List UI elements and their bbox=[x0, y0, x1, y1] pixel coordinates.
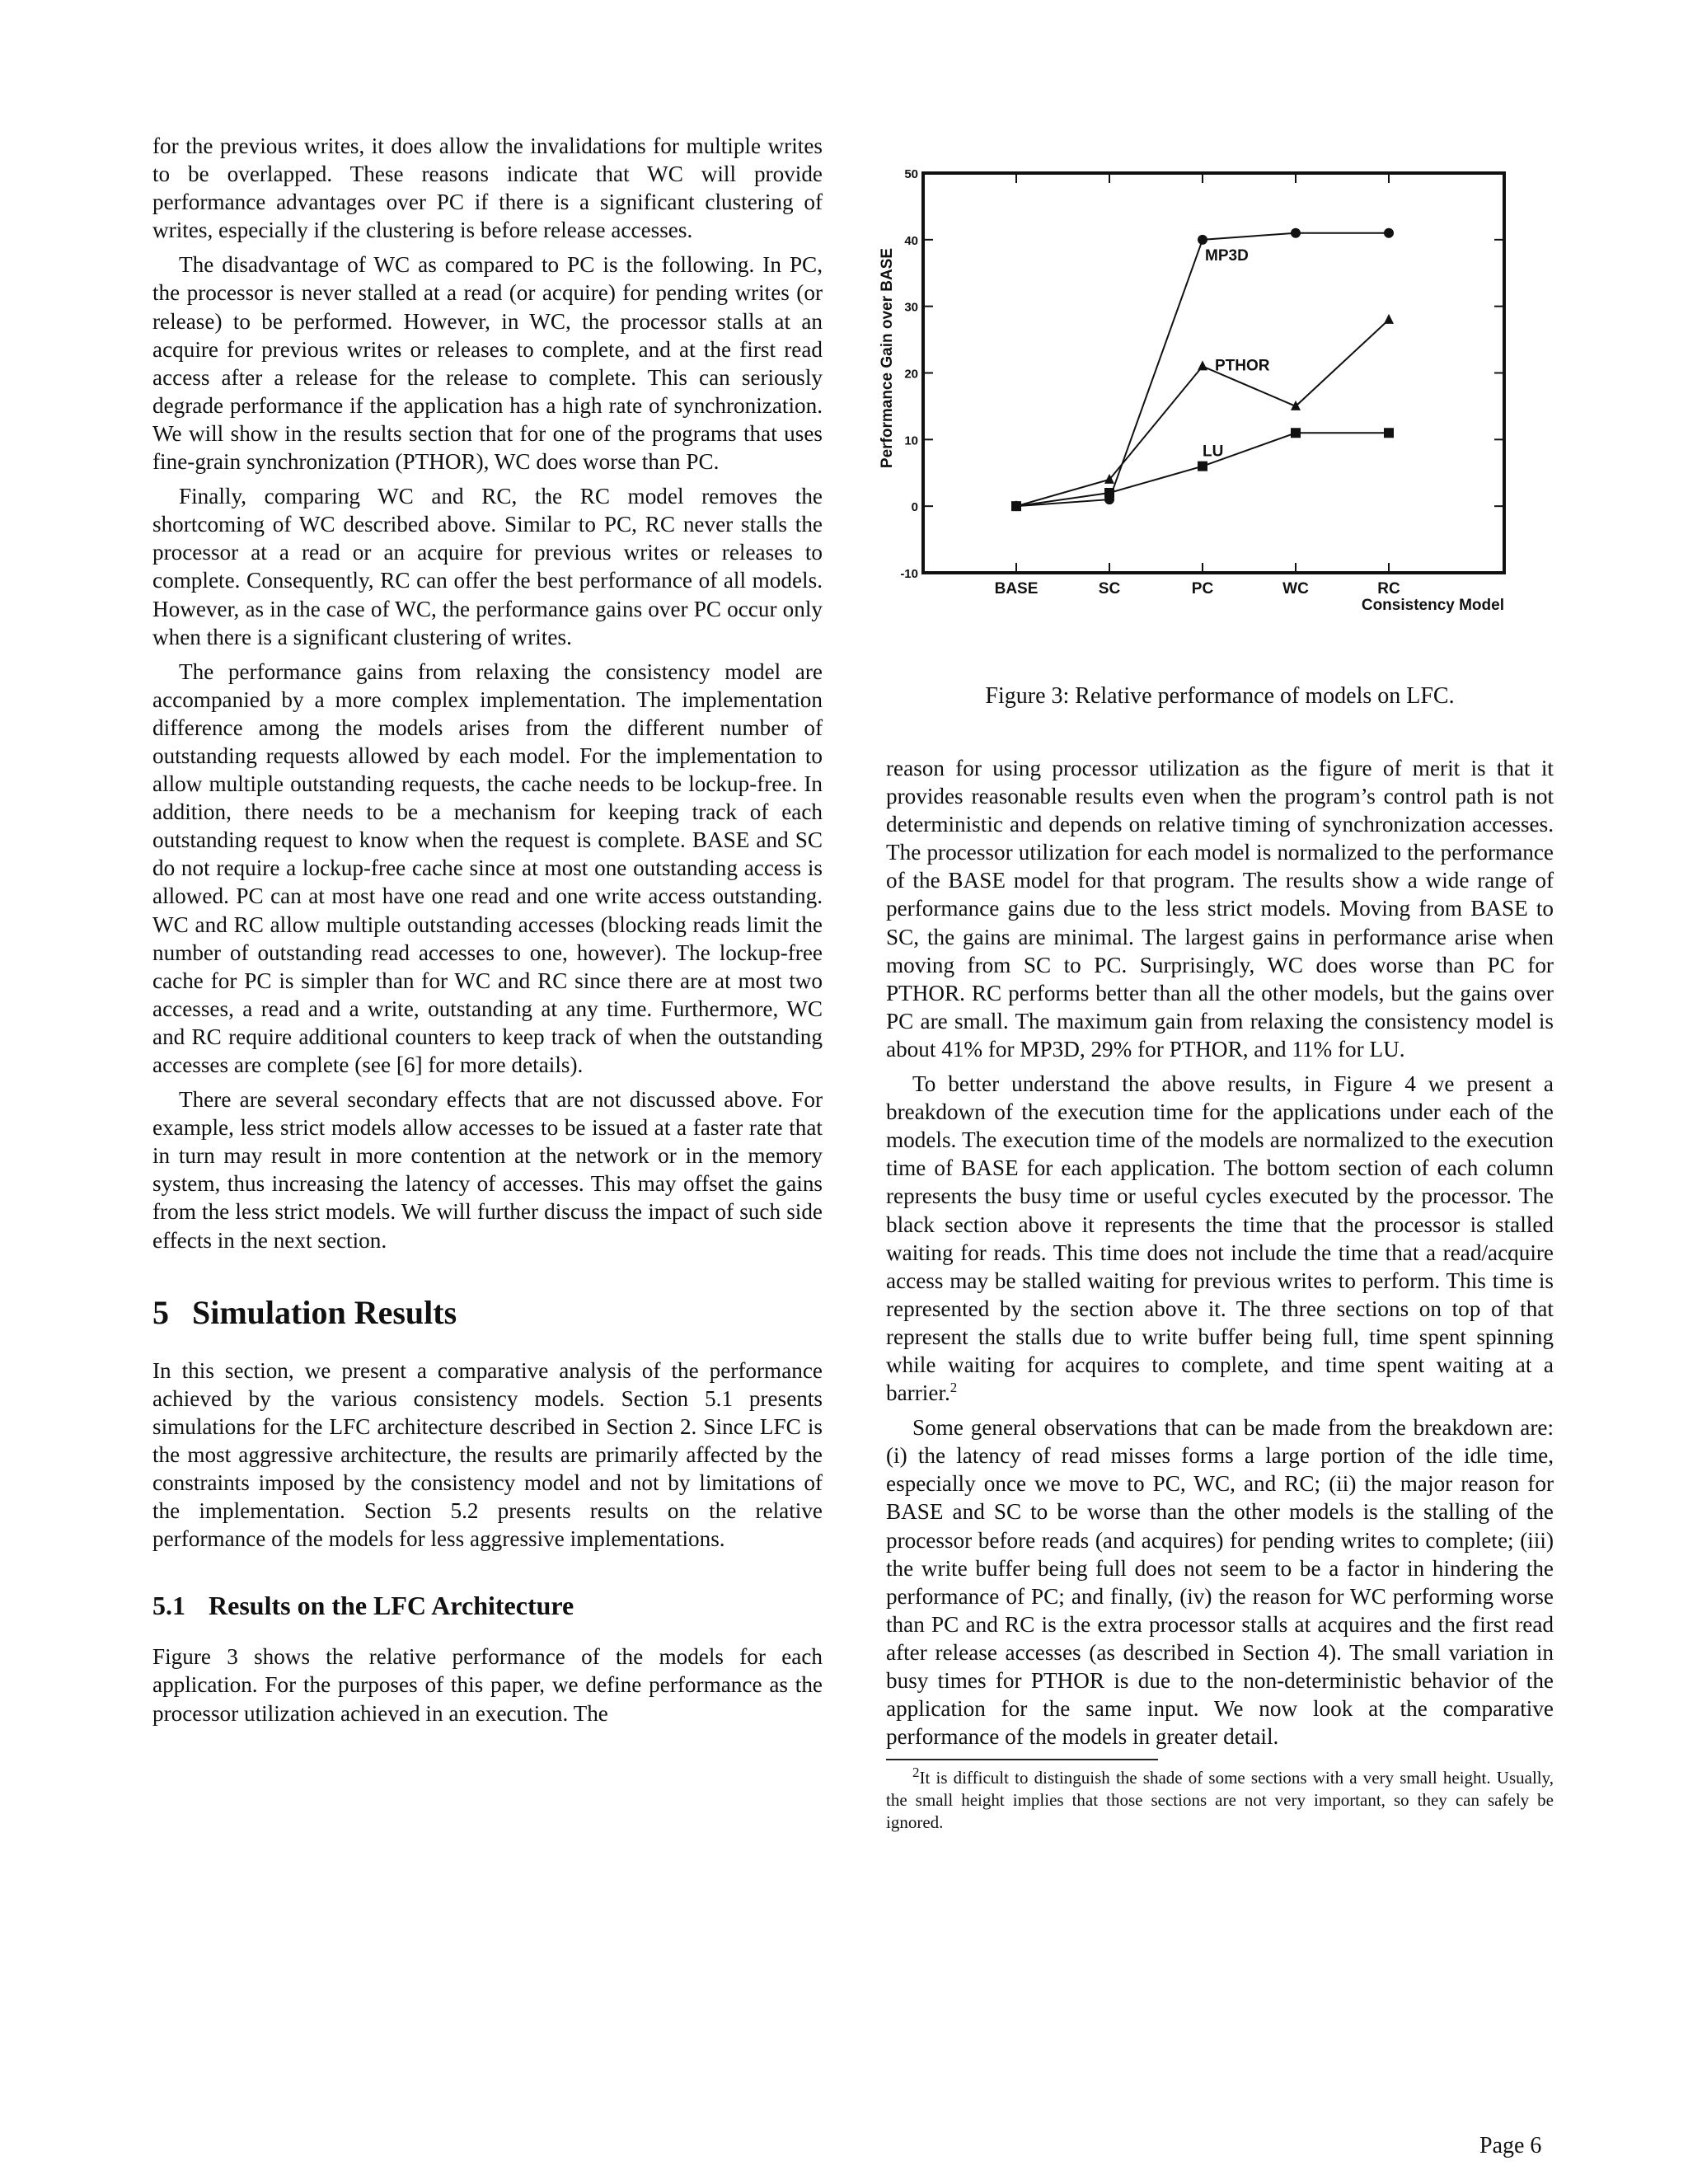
y-tick-label: 10 bbox=[904, 434, 918, 448]
subsection-number: 5.1 bbox=[152, 1591, 185, 1621]
y-tick-label: 0 bbox=[911, 500, 918, 515]
data-point-lu bbox=[1198, 462, 1207, 471]
data-point-lu bbox=[1011, 501, 1021, 511]
section-heading bbox=[152, 1295, 823, 1331]
paragraph: The disadvantage of WC as compared to PC is the following. In PC, the processor is never stalled at a read (or acquire) for pending writes (or release) to be performed. However, in WC, the processor stalls at an acquire for previous writes or releases to complete, and at the first read access after a release for the release to complete. This can seriously degrade performance if the application has a high rate of synchronization. We will show in the results section that for one of the programs that uses fine-grain synchronization (PTHOR), WC does worse than PC. bbox=[152, 252, 823, 475]
x-axis-label: Consistency Model bbox=[1361, 597, 1504, 614]
paragraph: The performance gains from relaxing the consistency model are accompanied by a more complex implementation. The implementation difference among the models arises from the different number of outstanding requests allowed by each model. For the implementation to allow multiple outstanding requests, the cache needs to be lockup-free. In addition, there needs to be a mechanism for keeping track of each outstanding request to know when the request is complete. BASE and SC do not require a lockup-free cache since at most one outstanding access is allowed. PC can at most have one read and one write access outstanding. WC and RC allow multiple outstanding accesses (blocking reads limit the number of outstanding read accesses to one, however). The lockup-free cache for PC is simpler than for WC and RC since there are at most two accesses, a read and a write, outstanding at any time. Furthermore, WC and RC require additional counters to keep track of when the outstanding accesses are complete (see [6] for more details). bbox=[152, 658, 823, 1077]
series-label-pthor: PTHOR bbox=[1215, 357, 1270, 375]
paragraph bbox=[886, 1070, 1554, 1407]
data-point-mp3d bbox=[1384, 228, 1394, 238]
figure-3 bbox=[874, 161, 1566, 639]
y-tick-label: -10 bbox=[900, 567, 918, 581]
paragraph: reason for using processor utilization as the figure of merit is that it provides reasonable results even when the program’s control path is not deterministic and depends on relative timing of synchronization accesses. The processor utilization for each model is normalized to the performance of the BASE model for that program. The results show a wide range of performance gains due to the less strict models. Moving from BASE to SC, the gains are minimal. The largest gains in performance arise when moving from SC to PC. Surprisingly, WC does worse than PC for PTHOR. RC performs better than all the other models, but the gains over PC are small. The maximum gain from relaxing the consistency model is about 41% for MP3D, 29% for PTHOR, and 11% for LU. bbox=[886, 756, 1554, 1062]
paragraph: Figure 3 shows the relative performance of the models for each application. For the purposes of this paper, we define performance as the processor utilization achieved in an execution. The bbox=[152, 1644, 823, 1726]
x-tick-label: BASE bbox=[994, 580, 1039, 598]
left-column bbox=[152, 132, 823, 1734]
section-title: Simulation Results bbox=[192, 1293, 457, 1331]
series-label-mp3d: MP3D bbox=[1205, 246, 1249, 265]
paragraph: In this section, we present a comparative analysis of the performance achieved by the various consistency models. Section 5.1 presents simulations for the LFC architecture described in Section 2. Since LFC is the most aggressive architecture, the results are primarily affected by the constraints imposed by the consistency model and not by limitations of the implementation. Section 5.2 presents results on the relative performance of the models for less aggressive implementations. bbox=[152, 1357, 823, 1552]
subsection-title: Results on the LFC Architecture bbox=[209, 1591, 574, 1621]
figure-caption: Figure 3: Relative performance of models on LFC. bbox=[985, 683, 1455, 709]
y-tick-label: 50 bbox=[904, 167, 918, 181]
paragraph: for the previous writes, it does allow the invalidations for multiple writes to be overlapped. These reasons indicate that WC will provide performance advantages over PC if there is a significant clustering of writes, especially if the clustering is before release accesses. bbox=[152, 134, 823, 243]
footnote bbox=[886, 1767, 1554, 1834]
footnote-mark: 2 bbox=[912, 1765, 920, 1781]
footnote-divider bbox=[886, 1759, 1158, 1760]
y-tick-label: 30 bbox=[904, 300, 918, 315]
section-number: 5 bbox=[152, 1293, 169, 1331]
y-tick-label: 20 bbox=[904, 367, 918, 382]
paragraph: Some general observations that can be made from the breakdown are: (i) the latency of read misses forms a large portion of the idle time, especially once we move to PC, WC, and RC; (ii) the major reason for BASE and SC to be worse than the other models is the stalling of the processor before reads (and acquires) for pending writes to complete; (iii) the write buffer being full does not seem to be a factor in hindering the performance of PC; and finally, (iv) the reason for WC performing worse than PC and RC is the extra processor stalls at acquires and the first read after release accesses (as described in Section 4). The small variation in busy times for PTHOR is due to the non-deterministic behavior of the application for the same input. We now look at the comparative performance of the models in greater detail. bbox=[886, 1415, 1554, 1750]
subsection-heading bbox=[152, 1591, 823, 1620]
series-label-lu: LU bbox=[1203, 443, 1224, 461]
plot-frame bbox=[923, 173, 1504, 573]
paragraph-text: To better understand the above results, in Figure 4 we present a breakdown of the execution time for the applications under each of the models. The execution time of the models are normalized to the execution time of BASE for each application. The bottom section of each column represents the busy time or useful cycles executed by the processor. The black section above it represents the time that the processor is stalled waiting for reads. This time does not include the time that a read/acquire access may be stalled waiting for previous writes to perform. This time is represented by the section above it. The three sections on top of that represent the stalls due to write buffer being full, time spent spinning while waiting for acquires to complete, and time spent waiting at a barrier. bbox=[886, 1071, 1554, 1406]
x-tick-label: SC bbox=[1098, 580, 1121, 598]
data-point-pthor bbox=[1384, 314, 1394, 324]
data-point-lu bbox=[1291, 428, 1301, 438]
x-tick-label: RC bbox=[1377, 580, 1400, 598]
line-chart bbox=[874, 161, 1566, 639]
x-tick-label: PC bbox=[1191, 580, 1214, 598]
paragraph: There are several secondary effects that are not discussed above. For example, less strict models allow accesses to be issued at a faster rate that in turn may result in more contention at the network or in the memory system, thus increasing the latency of accesses. This may offset the gains from the less strict models. We will further discuss the impact of such side effects in the next section. bbox=[152, 1087, 823, 1253]
data-point-mp3d bbox=[1291, 228, 1301, 238]
data-point-mp3d bbox=[1198, 235, 1207, 245]
data-point-lu bbox=[1104, 488, 1114, 498]
paragraph: Finally, comparing WC and RC, the RC model removes the shortcoming of WC described above. Similar to PC, RC never stalls the processor at a read or an acquire for previous writes or releases to complete. Consequently, RC can offer the best performance of all models. However, as in the case of WC, the performance gains over PC occur only when there is a significant clustering of writes. bbox=[152, 484, 823, 649]
series-line-pthor bbox=[1016, 320, 1389, 506]
footnote-ref: 2 bbox=[950, 1380, 958, 1395]
x-tick-label: WC bbox=[1282, 580, 1309, 598]
footnote-text: It is difficult to distinguish the shade of some sections with a very small height. Usually, the small height implies that those sections are not very important, so they can safely be ignored. bbox=[886, 1768, 1554, 1833]
data-point-pthor bbox=[1198, 360, 1207, 370]
page-number: Page 6 bbox=[1479, 2133, 1542, 2158]
right-column bbox=[886, 754, 1554, 1834]
y-tick-label: 40 bbox=[904, 233, 918, 248]
y-axis-label: Performance Gain over BASE bbox=[879, 247, 896, 469]
data-point-lu bbox=[1384, 428, 1394, 438]
